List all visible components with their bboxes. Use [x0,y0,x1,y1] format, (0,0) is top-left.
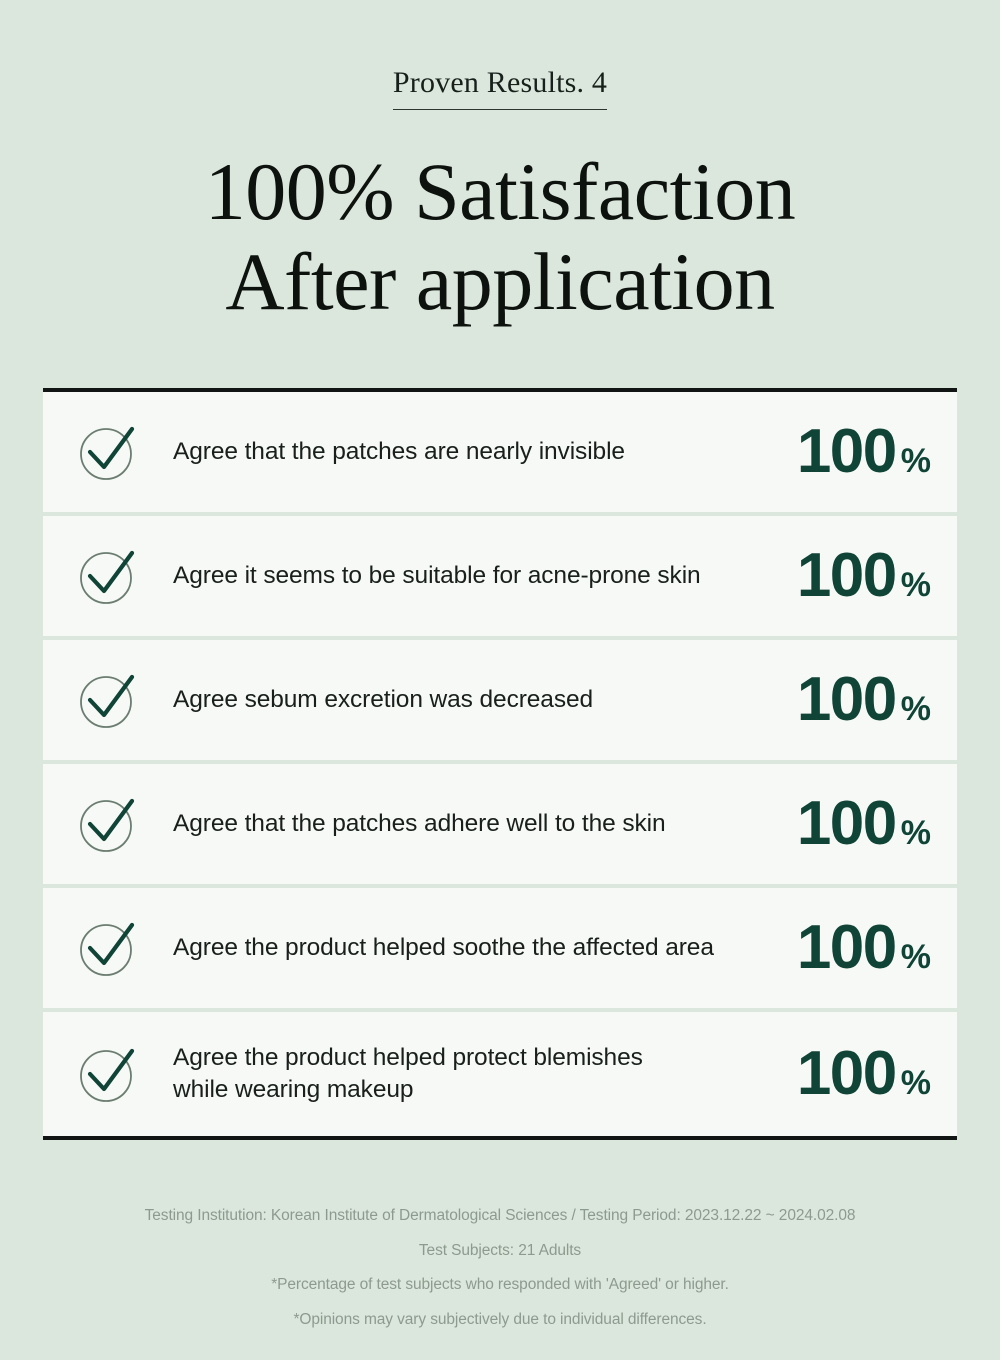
check-circle-icon [77,421,139,483]
check-cell [77,793,173,855]
row-label-line-1: Agree the product helped protect blemishes [173,1044,643,1072]
check-circle-icon [77,669,139,731]
row-value-unit: % [900,938,931,976]
page-title-line-2: After application [225,235,775,327]
row-label-line-1: Agree that the patches are nearly invisible [173,438,625,466]
check-circle-icon [77,1043,139,1105]
table-row [43,764,957,888]
row-label [173,436,741,468]
row-label [173,808,741,840]
row-value-unit: % [900,1064,931,1102]
row-value-number: 100 [796,913,896,982]
row-value-unit: % [900,442,931,480]
footnotes [0,1208,1000,1327]
row-label-line-1: Agree sebum excretion was decreased [173,686,594,714]
results-table [43,388,957,1140]
row-value-number: 100 [796,1039,896,1108]
row-value [741,541,931,610]
row-label-line-2: while wearing makeup [173,1076,414,1103]
check-circle-icon [77,917,139,979]
check-cell [77,1043,173,1105]
row-label [173,1042,741,1106]
check-cell [77,545,173,607]
row-value-unit: % [900,814,931,852]
kicker-container [0,0,1000,110]
row-value-unit: % [900,690,931,728]
row-value [741,913,931,982]
check-circle-icon [77,793,139,855]
page-title-line-1: 100% Satisfaction [204,146,796,237]
check-cell [77,421,173,483]
check-circle-icon [77,545,139,607]
row-label [173,684,741,716]
footnote-testing-info: Testing Institution: Korean Institute of Dermatological Sciences / Testing Period: 2023.12.22 ~ 2024.02.08 [144,1207,856,1224]
table-row [43,516,957,640]
row-label [173,932,741,964]
footnote-test-subjects: Test Subjects: 21 Adults [418,1241,582,1259]
check-cell [77,917,173,979]
row-label-line-1: Agree that the patches adhere well to the skin [173,810,666,838]
row-value-number: 100 [796,665,896,734]
row-label [173,560,741,592]
row-value-unit: % [900,566,931,604]
check-cell [77,669,173,731]
table-row [43,888,957,1012]
table-row [43,1012,957,1136]
row-value-number: 100 [796,417,896,486]
section-kicker: Proven Results. 4 [393,66,607,110]
row-label-line-1: Agree it seems to be suitable for acne-prone skin [173,562,701,590]
row-value [741,417,931,486]
row-value [741,789,931,858]
footnote-percentage-note: *Percentage of test subjects who responded with 'Agreed' or higher. [271,1276,729,1293]
table-row [43,392,957,516]
page-title [0,146,1000,327]
row-value-number: 100 [796,541,896,610]
footnote-opinions-note: *Opinions may vary subjectively due to individual differences. [293,1310,707,1328]
row-value [741,1039,931,1108]
table-row [43,640,957,764]
row-label-line-1: Agree the product helped soothe the affected area [173,934,714,962]
row-value-number: 100 [796,789,896,858]
row-value [741,665,931,734]
